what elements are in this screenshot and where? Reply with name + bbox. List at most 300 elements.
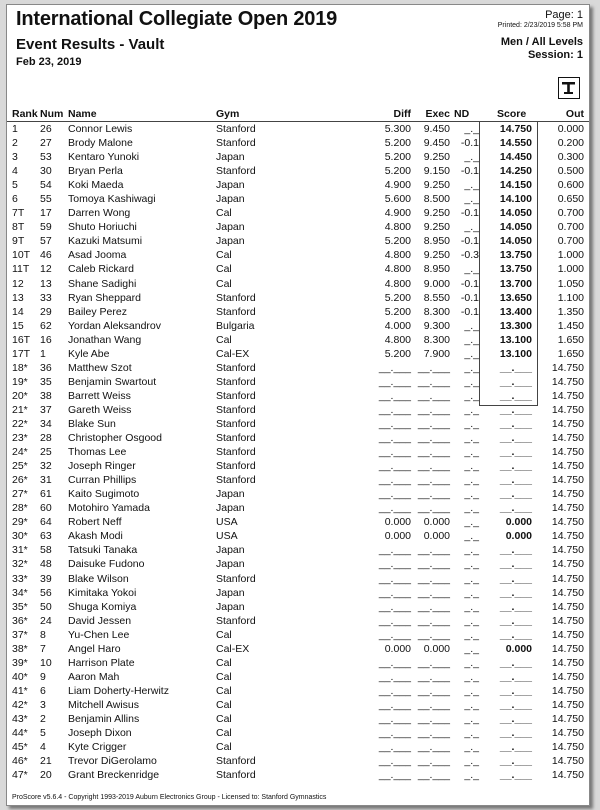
cell-exec: __.___ [417, 572, 450, 585]
cell-num: 7 [40, 642, 46, 655]
cell-score: __.___ [499, 741, 532, 754]
cell-out: 0.500 [557, 165, 584, 178]
cell-name: David Jessen [68, 614, 132, 627]
cell-score: 14.550 [499, 137, 532, 150]
cell-out: 14.750 [551, 572, 584, 585]
cell-diff: __.___ [378, 684, 411, 697]
cell-gym: Cal-EX [216, 347, 250, 360]
cell-gym: Cal-EX [216, 642, 250, 655]
col-out: Out [565, 108, 584, 120]
cell-nd: _._ [464, 544, 479, 557]
cell-gym: Stanford [216, 403, 256, 416]
table-row [7, 348, 589, 362]
cell-name: Harrison Plate [68, 656, 135, 669]
cell-nd: _._ [464, 769, 479, 782]
cell-rank: 29* [12, 516, 28, 529]
table-row [7, 320, 589, 334]
cell-diff: 4.900 [384, 179, 411, 192]
cell-out: 0.000 [557, 123, 584, 135]
cell-exec: __.___ [417, 684, 450, 697]
cell-exec: 8.950 [423, 263, 450, 276]
cell-rank: 28* [12, 502, 28, 515]
cell-rank: 10T [12, 249, 31, 262]
cell-rank: 41* [12, 684, 28, 697]
cell-diff: __.___ [378, 698, 411, 711]
footer-copyright: ProScore v5.6.4 - Copyright 1993-2019 Auburn Electronics Group - Licensed to: Stanford Gymnastics [12, 794, 327, 801]
cell-nd: _._ [464, 628, 479, 641]
cell-name: Joseph Ringer [68, 460, 136, 473]
cell-gym: Cal [216, 727, 232, 740]
table-row [7, 418, 589, 432]
cell-exec: __.___ [417, 446, 450, 459]
cell-out: 0.700 [557, 235, 584, 248]
cell-rank: 18* [12, 361, 28, 374]
cell-exec: __.___ [417, 586, 450, 599]
cell-gym: Cal [216, 741, 232, 754]
cell-gym: Cal [216, 684, 232, 697]
cell-num: 13 [40, 277, 52, 290]
cell-gym: Stanford [216, 572, 256, 585]
cell-num: 27 [40, 137, 52, 150]
cell-out: 14.750 [551, 544, 584, 557]
cell-score: 13.650 [499, 291, 532, 304]
cell-rank: 9T [12, 235, 25, 248]
cell-name: Shuga Komiya [68, 600, 137, 613]
cell-diff: __.___ [378, 670, 411, 683]
cell-exec: __.___ [417, 600, 450, 613]
cell-diff: 4.900 [384, 207, 411, 220]
cell-nd: -0.1 [460, 165, 479, 178]
cell-nd: _._ [464, 417, 479, 430]
table-row [7, 488, 589, 502]
cell-name: Robert Neff [68, 516, 122, 529]
cell-num: 24 [40, 614, 52, 627]
table-row [7, 657, 589, 671]
cell-diff: __.___ [378, 614, 411, 627]
cell-name: Shuto Horiuchi [68, 221, 137, 234]
cell-diff: __.___ [378, 586, 411, 599]
cell-num: 20 [40, 769, 52, 782]
cell-exec: 9.250 [423, 207, 450, 220]
cell-nd: _._ [464, 263, 479, 276]
cell-name: Gareth Weiss [68, 403, 132, 416]
cell-rank: 45* [12, 741, 28, 754]
cell-score: 14.750 [499, 123, 532, 135]
cell-diff: __.___ [378, 403, 411, 416]
cell-diff: 5.200 [384, 235, 411, 248]
cell-name: Tomoya Kashiwagi [68, 193, 156, 206]
cell-num: 59 [40, 221, 52, 234]
col-diff: Diff [393, 108, 411, 120]
cell-nd: _._ [464, 698, 479, 711]
cell-nd: _._ [464, 684, 479, 697]
cell-num: 1 [40, 347, 46, 360]
cell-nd: _._ [464, 755, 479, 768]
cell-out: 0.300 [557, 151, 584, 164]
table-row [7, 629, 589, 643]
cell-gym: Stanford [216, 432, 256, 445]
cell-diff: __.___ [378, 558, 411, 571]
printed-timestamp: Printed: 2/23/2019 5:58 PM [497, 22, 583, 29]
cell-out: 0.200 [557, 137, 584, 150]
cell-nd: _._ [464, 179, 479, 192]
meet-date: Feb 23, 2019 [16, 56, 82, 68]
cell-nd: _._ [464, 516, 479, 529]
cell-nd: _._ [464, 333, 479, 346]
cell-nd: _._ [464, 670, 479, 683]
table-row [7, 741, 589, 755]
cell-gym: Japan [216, 600, 245, 613]
cell-exec: 9.000 [423, 277, 450, 290]
cell-name: Kazuki Matsumi [68, 235, 143, 248]
cell-diff: __.___ [378, 656, 411, 669]
cell-name: Matthew Szot [68, 361, 132, 374]
cell-diff: __.___ [378, 755, 411, 768]
cell-score: 13.750 [499, 263, 532, 276]
cell-rank: 46* [12, 755, 28, 768]
cell-rank: 19* [12, 375, 28, 388]
cell-rank: 22* [12, 417, 28, 430]
cell-num: 32 [40, 460, 52, 473]
cell-diff: 5.200 [384, 291, 411, 304]
cell-rank: 2 [12, 137, 18, 150]
cell-score: __.___ [499, 656, 532, 669]
cell-diff: __.___ [378, 741, 411, 754]
cell-score: __.___ [499, 684, 532, 697]
table-row [7, 727, 589, 741]
cell-out: 14.750 [551, 488, 584, 501]
cell-score: __.___ [499, 586, 532, 599]
cell-gym: Stanford [216, 769, 256, 782]
cell-nd: _._ [464, 347, 479, 360]
cell-score: 14.050 [499, 221, 532, 234]
cell-num: 46 [40, 249, 52, 262]
cell-name: Aaron Mah [68, 670, 120, 683]
session-label: Session: 1 [527, 49, 583, 61]
cell-num: 55 [40, 193, 52, 206]
cell-gym: Japan [216, 586, 245, 599]
table-row [7, 474, 589, 488]
cell-nd: _._ [464, 446, 479, 459]
cell-exec: 0.000 [423, 516, 450, 529]
cell-num: 38 [40, 389, 52, 402]
cell-out: 0.700 [557, 207, 584, 220]
cell-gym: Cal [216, 333, 232, 346]
cell-num: 54 [40, 179, 52, 192]
cell-out: 14.750 [551, 474, 584, 487]
cell-rank: 24* [12, 446, 28, 459]
cell-gym: Japan [216, 488, 245, 501]
cell-nd: _._ [464, 361, 479, 374]
cell-name: Shane Sadighi [68, 277, 137, 290]
cell-out: 14.750 [551, 727, 584, 740]
cell-exec: 9.300 [423, 319, 450, 332]
cell-out: 14.750 [551, 642, 584, 655]
cell-name: Mitchell Awisus [68, 698, 139, 711]
cell-num: 4 [40, 741, 46, 754]
cell-nd: _._ [464, 741, 479, 754]
cell-name: Thomas Lee [68, 446, 127, 459]
cell-gym: Cal [216, 207, 232, 220]
table-row [7, 573, 589, 587]
table-row [7, 755, 589, 769]
cell-num: 12 [40, 263, 52, 276]
cell-num: 16 [40, 333, 52, 346]
cell-num: 31 [40, 474, 52, 487]
cell-nd: -0.3 [460, 249, 479, 262]
table-row [7, 643, 589, 657]
cell-score: 13.700 [499, 277, 532, 290]
cell-diff: 5.200 [384, 305, 411, 318]
cell-score: 0.000 [505, 516, 532, 529]
table-row [7, 151, 589, 165]
cell-num: 10 [40, 656, 52, 669]
cell-name: Darren Wong [68, 207, 131, 220]
results-table [7, 123, 589, 783]
cell-nd: -0.1 [460, 235, 479, 248]
cell-diff: __.___ [378, 628, 411, 641]
cell-out: 14.750 [551, 432, 584, 445]
cell-score: __.___ [499, 755, 532, 768]
cell-nd: _._ [464, 460, 479, 473]
table-row [7, 263, 589, 277]
cell-exec: __.___ [417, 755, 450, 768]
cell-score: 14.050 [499, 235, 532, 248]
cell-out: 14.750 [551, 656, 584, 669]
cell-name: Curran Phillips [68, 474, 137, 487]
cell-name: Trevor DiGerolamo [68, 755, 157, 768]
cell-diff: 0.000 [384, 530, 411, 543]
cell-num: 34 [40, 417, 52, 430]
cell-nd: _._ [464, 403, 479, 416]
table-row [7, 292, 589, 306]
table-row [7, 165, 589, 179]
cell-name: Kyle Abe [68, 347, 110, 360]
cell-diff: __.___ [378, 769, 411, 782]
cell-num: 3 [40, 698, 46, 711]
cell-exec: __.___ [417, 502, 450, 515]
cell-num: 6 [40, 684, 46, 697]
cell-rank: 37* [12, 628, 28, 641]
cell-gym: Japan [216, 151, 245, 164]
cell-name: Grant Breckenridge [68, 769, 160, 782]
cell-exec: __.___ [417, 712, 450, 725]
page-number: Page: 1 [545, 9, 583, 21]
cell-nd: _._ [464, 432, 479, 445]
column-header-row [7, 108, 589, 122]
cell-name: Kyte Crigger [68, 741, 127, 754]
cell-nd: _._ [464, 474, 479, 487]
cell-exec: __.___ [417, 375, 450, 388]
cell-out: 14.750 [551, 712, 584, 725]
cell-gym: Stanford [216, 417, 256, 430]
cell-name: Yordan Aleksandrov [68, 319, 162, 332]
cell-rank: 20* [12, 389, 28, 402]
cell-rank: 4 [12, 165, 18, 178]
cell-gym: Bulgaria [216, 319, 255, 332]
cell-score: __.___ [499, 670, 532, 683]
col-num: Num [40, 108, 64, 120]
cell-out: 14.750 [551, 614, 584, 627]
cell-num: 28 [40, 432, 52, 445]
cell-diff: __.___ [378, 572, 411, 585]
cell-diff: 4.800 [384, 263, 411, 276]
cell-diff: 5.600 [384, 193, 411, 206]
table-row [7, 516, 589, 530]
cell-diff: 5.200 [384, 137, 411, 150]
cell-exec: __.___ [417, 656, 450, 669]
cell-diff: 4.000 [384, 319, 411, 332]
cell-name: Motohiro Yamada [68, 502, 150, 515]
cell-rank: 3 [12, 151, 18, 164]
cell-out: 14.750 [551, 769, 584, 782]
cell-diff: __.___ [378, 474, 411, 487]
cell-out: 14.750 [551, 403, 584, 416]
cell-nd: -0.1 [460, 305, 479, 318]
cell-exec: 9.150 [423, 165, 450, 178]
cell-gym: Japan [216, 558, 245, 571]
table-row [7, 558, 589, 572]
cell-score: 13.750 [499, 249, 532, 262]
event-subtitle: Event Results - Vault [16, 36, 165, 53]
cell-name: Bryan Perla [68, 165, 123, 178]
cell-gym: Stanford [216, 446, 256, 459]
cell-rank: 15 [12, 319, 24, 332]
cell-diff: __.___ [378, 727, 411, 740]
cell-diff: 4.800 [384, 221, 411, 234]
cell-rank: 17T [12, 347, 31, 360]
cell-score: __.___ [499, 572, 532, 585]
cell-gym: Stanford [216, 137, 256, 150]
cell-score: __.___ [499, 558, 532, 571]
cell-exec: __.___ [417, 628, 450, 641]
cell-diff: __.___ [378, 375, 411, 388]
cell-score: __.___ [499, 600, 532, 613]
table-row [7, 769, 589, 783]
cell-nd: _._ [464, 319, 479, 332]
cell-out: 14.750 [551, 446, 584, 459]
cell-exec: __.___ [417, 727, 450, 740]
cell-out: 14.750 [551, 502, 584, 515]
cell-score: __.___ [499, 375, 532, 388]
cell-out: 1.350 [557, 305, 584, 318]
cell-name: Daisuke Fudono [68, 558, 145, 571]
cell-name: Benjamin Swartout [68, 375, 157, 388]
cell-out: 1.000 [557, 263, 584, 276]
cell-exec: __.___ [417, 488, 450, 501]
cell-rank: 1 [12, 123, 18, 135]
cell-name: Akash Modi [68, 530, 123, 543]
cell-exec: 9.450 [423, 137, 450, 150]
cell-exec: __.___ [417, 614, 450, 627]
cell-rank: 25* [12, 460, 28, 473]
cell-diff: 0.000 [384, 642, 411, 655]
cell-exec: __.___ [417, 741, 450, 754]
cell-gym: Stanford [216, 755, 256, 768]
cell-score: __.___ [499, 628, 532, 641]
cell-gym: Japan [216, 502, 245, 515]
table-row [7, 544, 589, 558]
table-row [7, 376, 589, 390]
cell-out: 14.750 [551, 375, 584, 388]
level-label: Men / All Levels [500, 36, 583, 48]
cell-nd: _._ [464, 123, 479, 135]
cell-gym: Cal [216, 263, 232, 276]
col-rank: Rank [12, 108, 38, 120]
cell-diff: 4.800 [384, 333, 411, 346]
cell-exec: 9.250 [423, 179, 450, 192]
cell-gym: Cal [216, 628, 232, 641]
table-row [7, 671, 589, 685]
cell-out: 14.750 [551, 361, 584, 374]
cell-out: 14.750 [551, 460, 584, 473]
cell-gym: Cal [216, 698, 232, 711]
cell-rank: 12 [12, 277, 24, 290]
cell-num: 62 [40, 319, 52, 332]
cell-nd: -0.1 [460, 207, 479, 220]
cell-gym: Cal [216, 277, 232, 290]
cell-exec: __.___ [417, 544, 450, 557]
cell-out: 14.750 [551, 516, 584, 529]
cell-nd: _._ [464, 221, 479, 234]
cell-num: 53 [40, 151, 52, 164]
cell-diff: 5.200 [384, 151, 411, 164]
cell-exec: __.___ [417, 558, 450, 571]
cell-exec: 9.450 [423, 123, 450, 135]
cell-diff: 0.000 [384, 516, 411, 529]
table-row [7, 362, 589, 376]
cell-num: 36 [40, 361, 52, 374]
cell-rank: 36* [12, 614, 28, 627]
cell-out: 1.650 [557, 347, 584, 360]
col-nd: ND [454, 108, 470, 120]
cell-name: Blake Wilson [68, 572, 129, 585]
cell-num: 2 [40, 712, 46, 725]
cell-gym: Japan [216, 221, 245, 234]
table-row [7, 278, 589, 292]
cell-rank: 32* [12, 558, 28, 571]
cell-rank: 13 [12, 291, 24, 304]
cell-score: __.___ [499, 544, 532, 557]
table-row [7, 530, 589, 544]
cell-score: __.___ [499, 432, 532, 445]
cell-score: __.___ [499, 403, 532, 416]
cell-num: 5 [40, 727, 46, 740]
cell-exec: __.___ [417, 769, 450, 782]
cell-num: 35 [40, 375, 52, 388]
cell-score: __.___ [499, 488, 532, 501]
cell-name: Brody Malone [68, 137, 133, 150]
cell-score: 14.450 [499, 151, 532, 164]
cell-exec: __.___ [417, 361, 450, 374]
cell-exec: __.___ [417, 389, 450, 402]
cell-rank: 27* [12, 488, 28, 501]
cell-exec: 0.000 [423, 642, 450, 655]
cell-name: Kimitaka Yokoi [68, 586, 137, 599]
cell-score: 13.100 [499, 347, 532, 360]
cell-rank: 5 [12, 179, 18, 192]
cell-exec: 8.300 [423, 305, 450, 318]
cell-gym: Stanford [216, 165, 256, 178]
cell-diff: __.___ [378, 432, 411, 445]
table-row [7, 249, 589, 263]
cell-rank: 43* [12, 712, 28, 725]
cell-nd: _._ [464, 712, 479, 725]
cell-rank: 34* [12, 586, 28, 599]
cell-exec: 9.250 [423, 249, 450, 262]
cell-out: 14.750 [551, 628, 584, 641]
cell-score: 13.400 [499, 305, 532, 318]
